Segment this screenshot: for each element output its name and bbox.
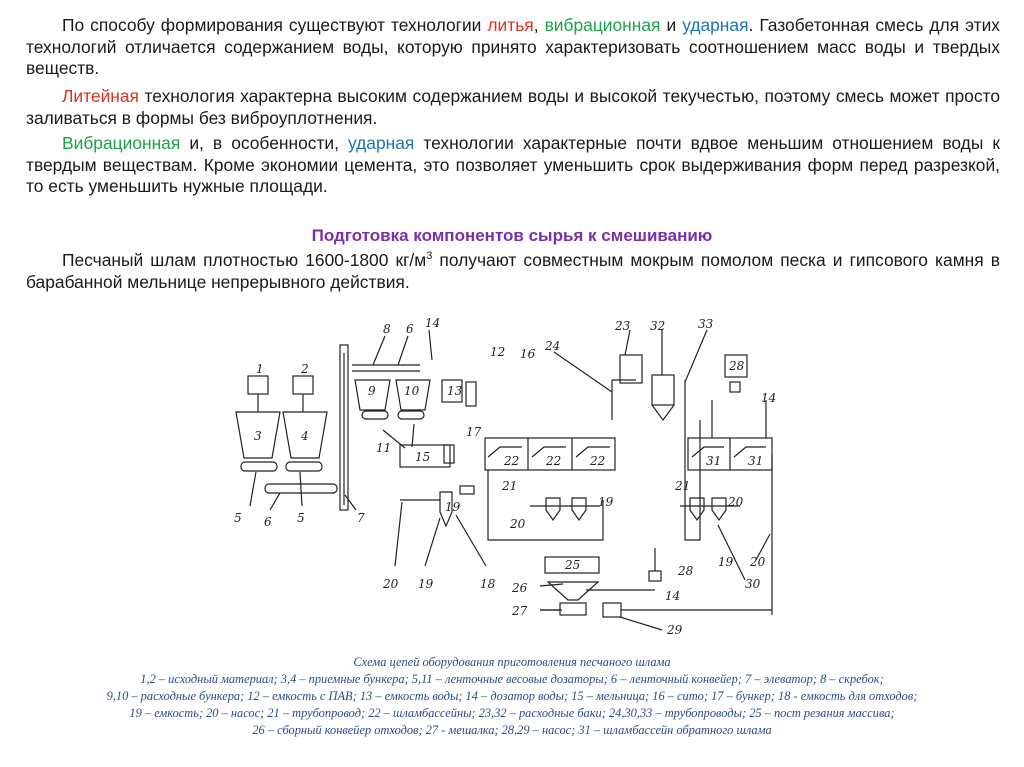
caption-line-3: 19 – емкость; 20 – насос; 21 – трубопровод; 22 – шламбассейны; 23,32 – расходные баки; 24,30,33 – трубопроводы; 25 – пост резания массива; xyxy=(129,706,895,720)
material-box-1 xyxy=(248,376,268,394)
label-33: 33 xyxy=(698,317,714,331)
text: и, в особенности, xyxy=(180,133,349,153)
label-23: 23 xyxy=(615,319,631,333)
label-3: 3 xyxy=(254,429,262,443)
caption-line-2: 9,10 – расходные бункера; 12 – емкость с ПАВ; 13 – емкость воды; 14 – дозатор воды; 15 – мельница; 16 – сито; 17 – бункер; 18 - емкость для отходов; xyxy=(106,689,918,703)
label-11: 11 xyxy=(376,441,392,455)
label-21b: 21 xyxy=(675,479,691,493)
text: получают совместным мокрым помолом песка и гипсового камня в барабанной мельнице непрерывного действия. xyxy=(26,250,1000,292)
label-5b: 5 xyxy=(297,511,305,525)
term-impact: ударная xyxy=(682,15,749,35)
section-heading: Подготовка компонентов сырья к смешиванию xyxy=(311,226,713,245)
text: . Газобетонная смесь для этих технологий отличается содержанием воды, которую принято характеризовать соотношением масс воды и твердых веществ. xyxy=(26,15,1000,78)
label-6b: 6 xyxy=(406,322,414,336)
label-12: 12 xyxy=(490,345,506,359)
text: и xyxy=(660,15,683,35)
label-16: 16 xyxy=(520,347,536,361)
label-21a: 21 xyxy=(502,479,518,493)
dosing-belt-5b xyxy=(286,462,322,471)
label-13: 13 xyxy=(447,384,463,398)
label-1: 1 xyxy=(256,362,264,376)
label-15: 15 xyxy=(415,450,431,464)
term-vibration-tech: Вибрационная xyxy=(62,133,181,153)
label-17: 17 xyxy=(466,425,482,439)
label-6a: 6 xyxy=(264,515,272,529)
label-2: 2 xyxy=(301,362,309,376)
caption-line-1: 1,2 – исходный материал; 3,4 – приемные бункера; 5,11 – ленточные весовые дозаторы; 6 – ленточный конвейер; 7 – элеватор; 8 – скребок; xyxy=(140,672,884,686)
label-14b: 14 xyxy=(761,391,777,405)
term-casting: литья xyxy=(487,15,534,35)
label-10: 10 xyxy=(404,384,420,398)
text: , xyxy=(533,15,545,35)
text: По способу формирования существуют технологии xyxy=(62,15,488,35)
label-20-left: 20 xyxy=(383,577,399,591)
term-impact-tech: ударная xyxy=(348,133,415,153)
label-19a: 19 xyxy=(598,495,614,509)
label-20c: 20 xyxy=(750,555,766,569)
text: технология характерна высоким содержанием воды и высокой текучестью, поэтому смесь может просто заливаться в формы без виброуплотнения. xyxy=(26,86,1000,128)
label-32: 32 xyxy=(650,319,666,333)
caption-title: Схема цепей оборудования приготовления песчаного шлама xyxy=(353,655,671,669)
text: Песчаный шлам плотностью 1600-1800 кг/м xyxy=(62,250,427,270)
tank-12 xyxy=(466,382,476,406)
term-vibration: вибрационная xyxy=(544,15,661,35)
label-22b: 22 xyxy=(546,454,562,468)
label-19c: 19 xyxy=(418,577,434,591)
superscript: 3 xyxy=(426,250,433,263)
material-box-2 xyxy=(293,376,313,394)
label-29: 29 xyxy=(667,623,683,637)
label-7: 7 xyxy=(357,511,365,525)
label-14c: 14 xyxy=(665,589,681,603)
label-22c: 22 xyxy=(590,454,606,468)
label-20a: 20 xyxy=(510,517,526,531)
label-5a: 5 xyxy=(234,511,242,525)
label-22a: 22 xyxy=(504,454,520,468)
label-31a: 31 xyxy=(706,454,722,468)
label-19b: 19 xyxy=(718,555,734,569)
label-24: 24 xyxy=(545,339,561,353)
label-19d: 19 xyxy=(445,500,461,514)
mixer-27 xyxy=(560,603,586,615)
label-25: 25 xyxy=(565,558,581,572)
label-28a: 28 xyxy=(729,359,745,373)
dosing-belt-5a xyxy=(241,462,277,471)
label-14a: 14 xyxy=(425,316,441,330)
label-31b: 31 xyxy=(748,454,764,468)
label-9: 9 xyxy=(368,384,376,398)
caption-line-4: 26 – сборный конвейер отходов; 27 - мешалка; 28,29 – насос; 31 – шламбассейн обратного шлама xyxy=(252,723,772,737)
label-28b: 28 xyxy=(678,564,694,578)
text: технологии характерные почти вдвое меньшим отношением воды к твердым веществам. Кроме экономии цемента, это позволяет уменьшить срок выдерживания форм перед разрезкой, то есть уменьшить нужные площади. xyxy=(26,133,1000,196)
label-20b: 20 xyxy=(728,495,744,509)
label-27: 27 xyxy=(512,604,528,618)
label-30: 30 xyxy=(745,577,761,591)
label-4: 4 xyxy=(301,429,309,443)
label-18: 18 xyxy=(480,577,496,591)
label-8: 8 xyxy=(383,322,391,336)
term-casting-tech: Литейная xyxy=(62,86,139,106)
label-26: 26 xyxy=(512,581,528,595)
